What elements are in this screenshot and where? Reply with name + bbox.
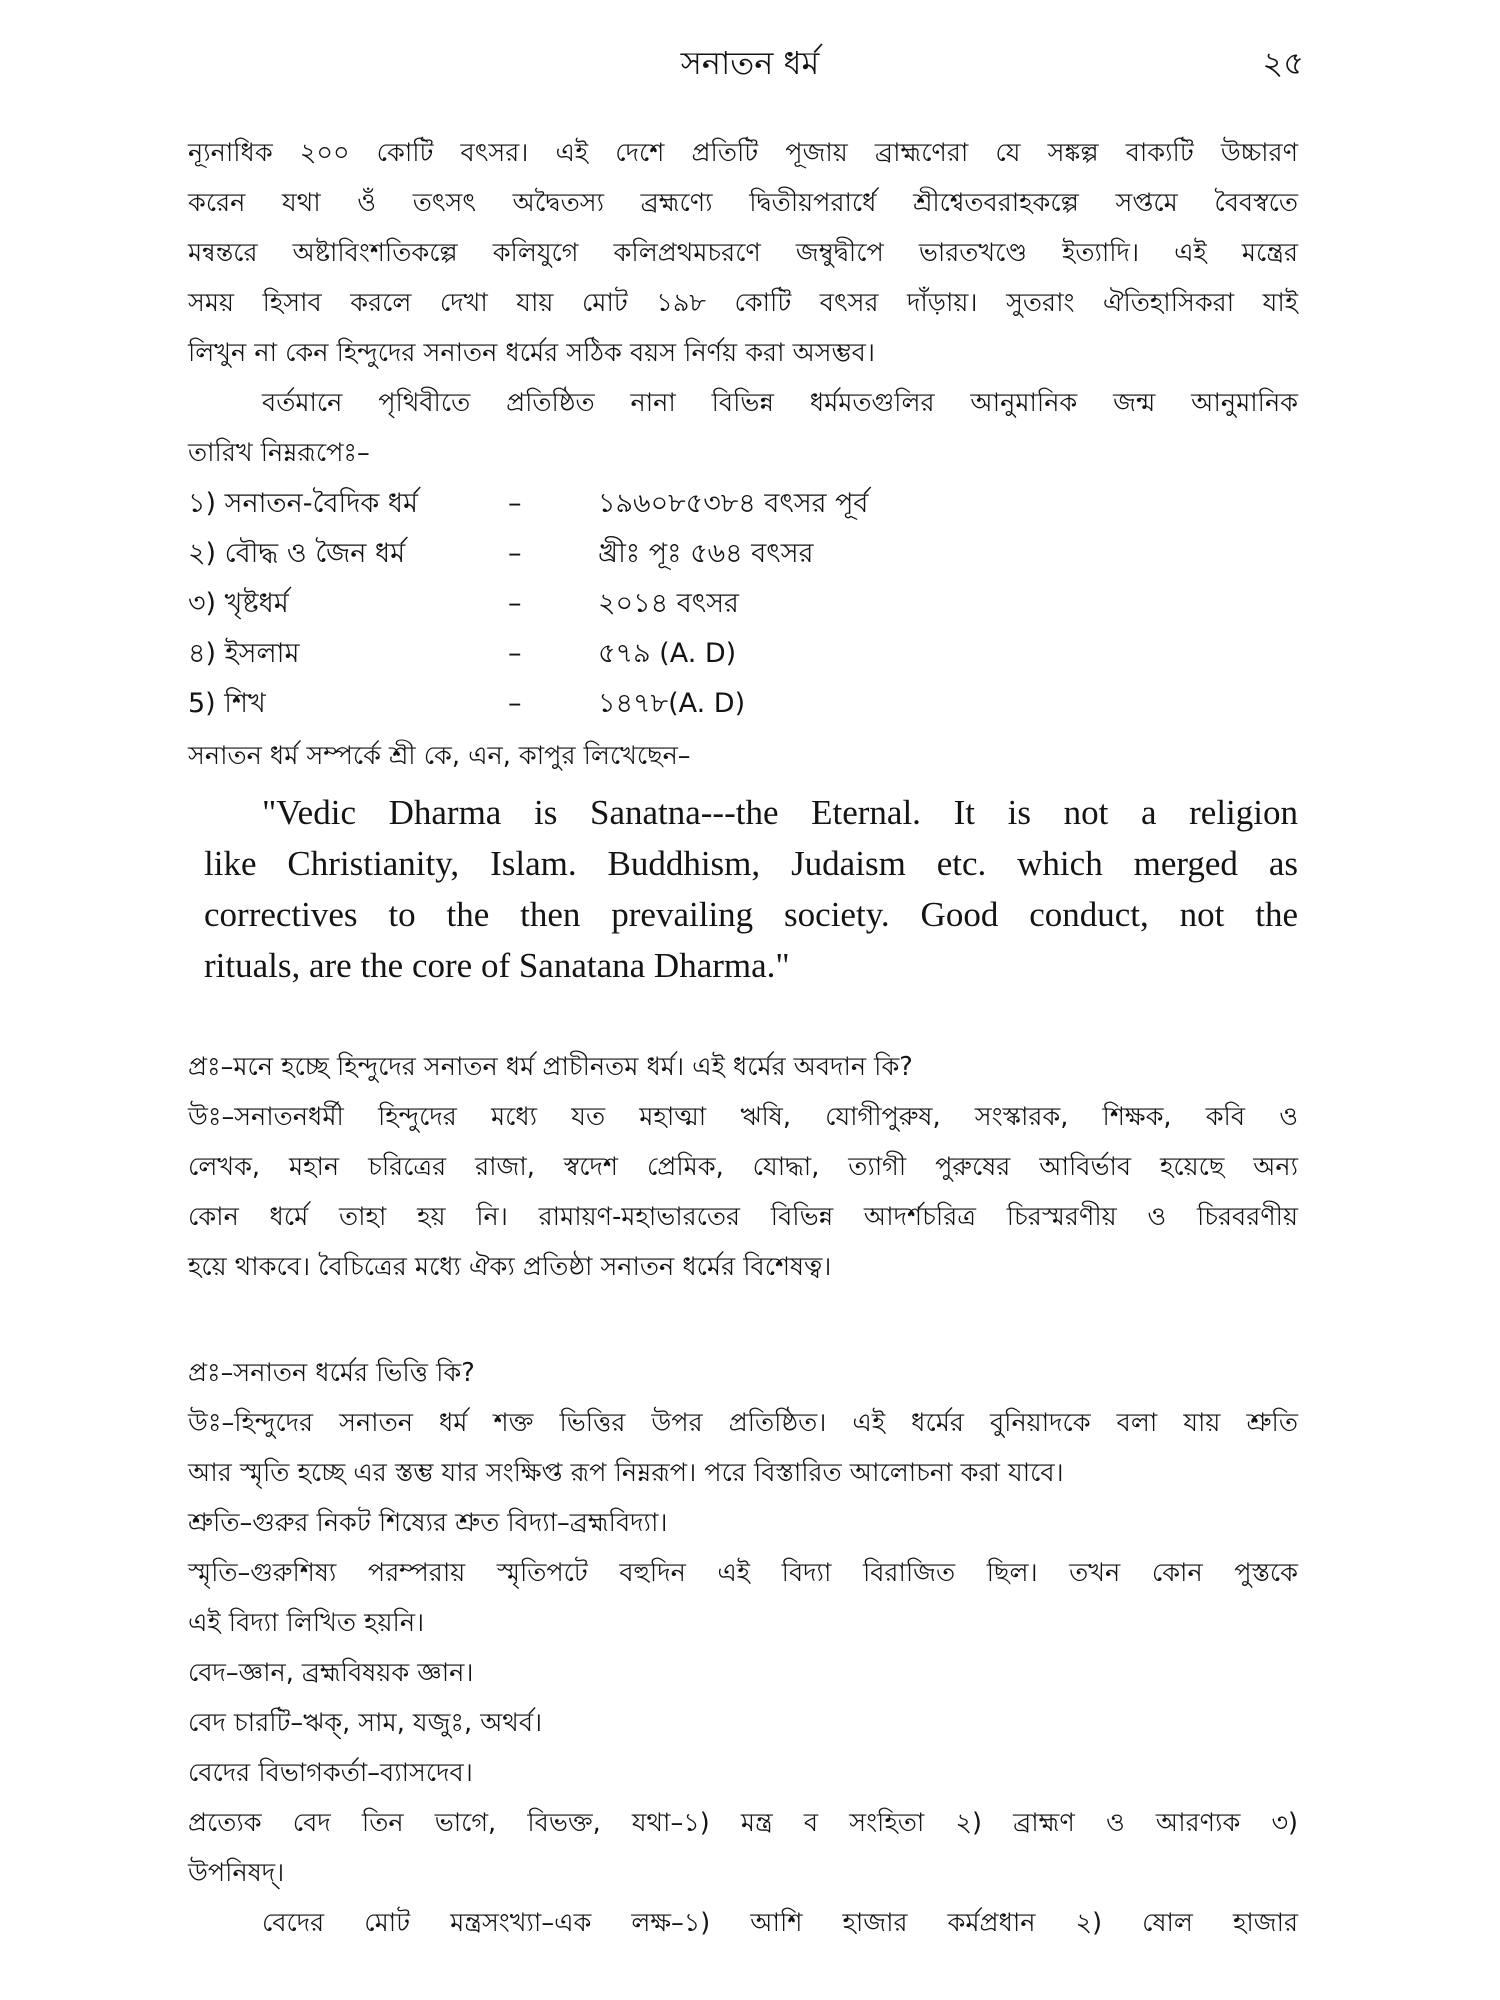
religion-name: ৩) খৃষ্টধর্ম xyxy=(188,588,289,619)
mantra-count-line: বেদের মোট মন্ত্রসংখ্যা–এক লক্ষ–১) আশি হাজার কর্মপ্রধান ২) ষোল হাজার xyxy=(262,1908,1298,1938)
page-number: ২৫ xyxy=(1262,44,1304,82)
religion-dash: – xyxy=(508,638,522,669)
answer-1-line: হয়ে থাকবে। বৈচিত্রের মধ্যে ঐক্য প্রতিষ্ঠা সনাতন ধর্মের বিশেষত্ব। xyxy=(188,1252,832,1282)
veda-parts-line: প্রত্যেক বেদ তিন ভাগে, বিভক্ত, যথা–১) মন্ত্র ব সংহিতা ২) ব্রাহ্মণ ও আরণ্যক ৩) xyxy=(188,1808,1298,1838)
quote-line: like Christianity, Islam. Buddhism, Judaism etc. which merged as xyxy=(204,844,1298,883)
para1-line: লিখুন না কেন হিন্দুদের সনাতন ধর্মের সঠিক বয়স নির্ণয় করা অসম্ভব। xyxy=(188,338,875,368)
para1-line: মন্বন্তরে অষ্টাবিংশতিকল্পে কলিযুগে কলিপ্রথমচরণে জম্বুদ্বীপে ভারতখণ্ডে ইত্যাদি। এই মন্ত্রের xyxy=(188,238,1298,268)
quote-line: correctives to the then prevailing society. Good conduct, not the xyxy=(204,895,1298,934)
answer-1-line: উঃ–সনাতনধর্মী হিন্দুদের মধ্যে যত মহাত্মা ঋষি, যোগীপুরুষ, সংস্কারক, শিক্ষক, কবি ও xyxy=(188,1102,1298,1132)
religion-date: খ্রীঃ পূঃ ৫৬৪ বৎসর xyxy=(598,538,814,569)
religion-dash: – xyxy=(508,588,522,619)
para1-line: করেন যথা ওঁ তৎসৎ অদ্বৈতস্য ব্রহ্মণ্যে দ্বিতীয়পরার্ধে শ্রীশ্বেতবরাহকল্পে সপ্তমে বৈবস্বতে xyxy=(188,188,1298,218)
question-1: প্রঃ–মনে হচ্ছে হিন্দুদের সনাতন ধর্ম প্রাচীনতম ধর্ম। এই ধর্মের অবদান কি? xyxy=(188,1052,913,1082)
religion-name: 5) শিখ xyxy=(188,688,266,719)
religion-dash: – xyxy=(508,538,522,569)
veda-parts-line: উপনিষদ্। xyxy=(188,1858,285,1888)
para1-line: সময় হিসাব করলে দেখা যায় মোট ১৯৮ কোটি বৎসর দাঁড়ায়। সুতরাং ঐতিহাসিকরা যাই xyxy=(188,288,1298,318)
answer-2-line: আর স্মৃতি হচ্ছে এর স্তম্ভ যার সংক্ষিপ্ত রূপ নিম্নরূপ। পরে বিস্তারিত আলোচনা করা যাবে। xyxy=(188,1458,1064,1488)
answer-1-line: কোন ধর্মে তাহা হয় নি। রামায়ণ-মহাভারতের বিভিন্ন আদর্শচরিত্র চিরস্মরণীয় ও চিরবরণীয় xyxy=(188,1202,1298,1232)
veda-definition: বেদ–জ্ঞান, ব্রহ্মবিষয়ক জ্ঞান। xyxy=(188,1658,474,1688)
para2-line: বর্তমানে পৃথিবীতে প্রতিষ্ঠিত নানা বিভিন্ন ধর্মমতগুলির আনুমানিক জন্ম আনুমানিক xyxy=(262,388,1298,418)
question-2: প্রঃ–সনাতন ধর্মের ভিত্তি কি? xyxy=(188,1358,475,1388)
shruti-definition: শ্রুতি–গুরুর নিকট শিষ্যের শ্রুত বিদ্যা–ব্রহ্মবিদ্যা। xyxy=(188,1508,668,1538)
religion-name: ২) বৌদ্ধ ও জৈন ধর্ম xyxy=(188,538,406,569)
para2-line: তারিখ নিম্নরূপেঃ– xyxy=(188,438,370,468)
para1-line: ন্যূনাধিক ২০০ কোটি বৎসর। এই দেশে প্রতিটি পূজায় ব্রাহ্মণেরা যে সঙ্কল্প বাক্যটি উচ্চারণ xyxy=(188,138,1298,168)
religion-dash: – xyxy=(508,688,522,719)
answer-1-line: লেখক, মহান চরিত্রের রাজা, স্বদেশ প্রেমিক, যোদ্ধা, ত্যাগী পুরুষের আবির্ভাব হয়েছে অন্য xyxy=(188,1152,1298,1182)
smriti-line: এই বিদ্যা লিখিত হয়নি। xyxy=(188,1608,425,1638)
religion-date: ৫৭৯ (A. D) xyxy=(598,638,737,669)
religion-name: ৪) ইসলাম xyxy=(188,638,300,669)
religion-date: ২০১৪ বৎসর xyxy=(598,588,739,619)
smriti-line: স্মৃতি–গুরুশিষ্য পরম্পরায় স্মৃতিপটে বহুদিন এই বিদ্যা বিরাজিত ছিল। তখন কোন পুস্তকে xyxy=(188,1558,1298,1588)
kapur-intro: সনাতন ধর্ম সম্পর্কে শ্রী কে, এন, কাপুর লিখেছেন– xyxy=(188,741,691,771)
running-title: সনাতন ধর্ম xyxy=(680,44,820,82)
quote-line: "Vedic Dharma is Sanatna---the Eternal. It is not a religion xyxy=(262,793,1298,832)
veda-divider: বেদের বিভাগকর্তা–ব্যাসদেব। xyxy=(188,1758,473,1788)
four-vedas: বেদ চারটি–ঋক্, সাম, যজুঃ, অথর্ব। xyxy=(188,1708,543,1738)
religion-date: ১৪৭৮(A. D) xyxy=(598,688,746,719)
answer-2-line: উঃ–হিন্দুদের সনাতন ধর্ম শক্ত ভিত্তির উপর প্রতিষ্ঠিত। এই ধর্মের বুনিয়াদকে বলা যায় শ্রুতি xyxy=(188,1408,1298,1438)
religion-dash: – xyxy=(508,488,522,519)
religion-date: ১৯৬০৮৫৩৮৪ বৎসর পূর্ব xyxy=(598,488,869,519)
page-header xyxy=(0,38,1500,88)
quote-line: rituals, are the core of Sanatana Dharma." xyxy=(204,946,790,985)
religion-name: ১) সনাতন-বৈদিক ধর্ম xyxy=(188,488,418,519)
